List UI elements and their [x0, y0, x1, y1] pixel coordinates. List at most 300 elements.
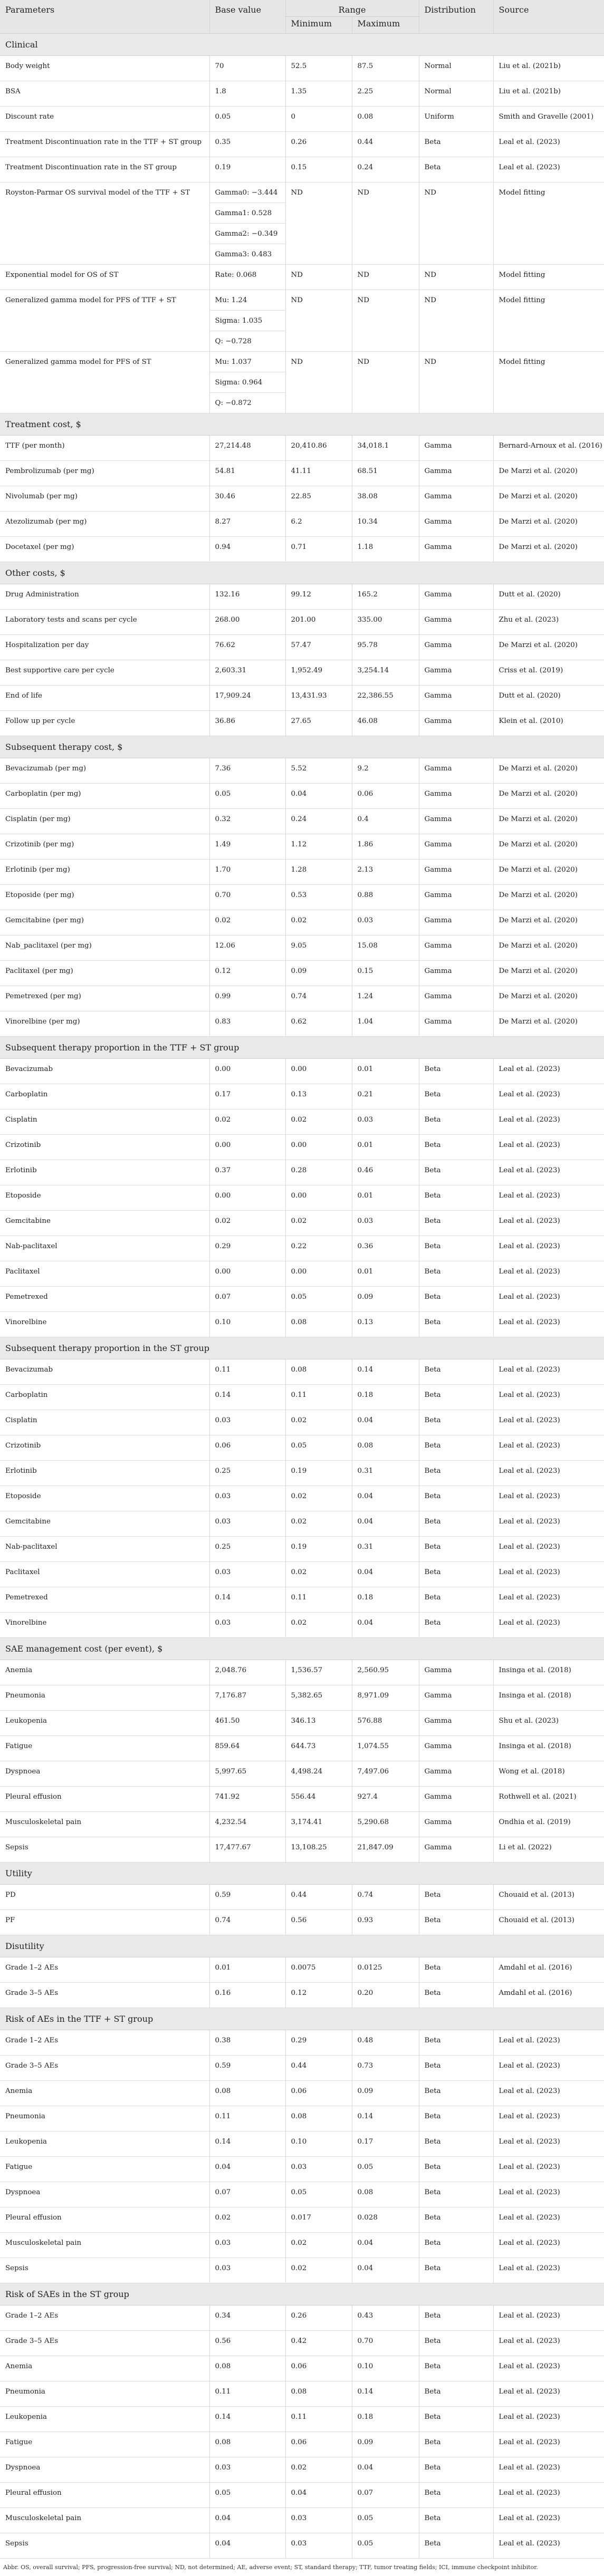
base-value-cell: 859.64 — [209, 1736, 285, 1761]
base-value-cell: 0.11 — [209, 2381, 285, 2407]
minimum-cell: 0.00 — [285, 1185, 352, 1211]
maximum-cell: 95.78 — [352, 635, 419, 660]
distribution-cell: Beta — [419, 2233, 493, 2258]
parameter-cell: Nivolumab (per mg) — [0, 486, 209, 512]
table-row — [0, 1761, 604, 1787]
minimum-cell: 0.017 — [285, 2207, 352, 2233]
base-value-line: Gamma1: 0.528 — [210, 203, 285, 224]
source-cell: Wong et al. (2018) — [493, 1761, 604, 1787]
distribution-cell: Gamma — [419, 635, 493, 660]
distribution-cell: Beta — [419, 2533, 493, 2559]
source-cell: Leal et al. (2023) — [493, 1135, 604, 1160]
parameter-cell: Grade 3–5 AEs — [0, 2331, 209, 2356]
parameter-cell: Sepsis — [0, 2533, 209, 2559]
parameter-cell: Anemia — [0, 2356, 209, 2381]
table-row — [0, 1410, 604, 1435]
parameter-cell: Dyspnoea — [0, 1761, 209, 1787]
base-value-cell: 70 — [209, 56, 285, 81]
minimum-cell: 0.00 — [285, 1135, 352, 1160]
table-row — [0, 352, 604, 413]
parameter-cell: Grade 3–5 AEs — [0, 1983, 209, 2008]
base-value-cell: 0.00 — [209, 1185, 285, 1211]
base-value-cell: 0.25 — [209, 1537, 285, 1562]
source-cell: Leal et al. (2023) — [493, 2432, 604, 2457]
col-header-distribution: Distribution — [419, 0, 493, 34]
source-cell: Leal et al. (2023) — [493, 1435, 604, 1461]
table-row — [0, 784, 604, 809]
source-cell: Shu et al. (2023) — [493, 1711, 604, 1736]
base-value-cell: 1.8 — [209, 81, 285, 107]
table-row — [0, 1736, 604, 1761]
source-cell: Leal et al. (2023) — [493, 1461, 604, 1486]
source-cell: Insinga et al. (2018) — [493, 1736, 604, 1761]
maximum-cell: ND — [352, 290, 419, 352]
base-value-cell: 0.14 — [209, 1385, 285, 1410]
maximum-cell: 0.04 — [352, 1410, 419, 1435]
source-cell: Leal et al. (2023) — [493, 1236, 604, 1261]
base-value-cell: 0.01 — [209, 1957, 285, 1983]
section-title: Utility — [0, 1863, 604, 1885]
parameter-cell: Follow up per cycle — [0, 711, 209, 736]
source-cell: De Marzi et al. (2020) — [493, 935, 604, 961]
parameter-cell: Royston-Parmar OS survival model of the TTF + ST — [0, 182, 209, 265]
base-value-cell: 0.00 — [209, 1059, 285, 1084]
base-value-cell: 0.14 — [209, 2131, 285, 2157]
distribution-cell: Beta — [419, 1537, 493, 1562]
table-row — [0, 2483, 604, 2508]
base-value-cell: 0.07 — [209, 2182, 285, 2207]
col-header-parameters: Parameters — [0, 0, 209, 34]
table-body — [0, 34, 604, 2559]
distribution-cell: Normal — [419, 81, 493, 107]
distribution-cell: Beta — [419, 2356, 493, 2381]
table-row — [0, 81, 604, 107]
distribution-cell: Beta — [419, 1885, 493, 1910]
base-value-cell: 0.04 — [209, 2533, 285, 2559]
distribution-cell: Normal — [419, 56, 493, 81]
parameter-cell: Body weight — [0, 56, 209, 81]
source-cell: Leal et al. (2023) — [493, 1185, 604, 1211]
base-value-cell: 2,603.31 — [209, 660, 285, 686]
distribution-cell: Beta — [419, 2182, 493, 2207]
minimum-cell: 1.12 — [285, 834, 352, 860]
base-value-cell: 0.08 — [209, 2356, 285, 2381]
distribution-cell: Beta — [419, 132, 493, 157]
table-row — [0, 584, 604, 610]
maximum-cell: 0.04 — [352, 2457, 419, 2483]
parameter-cell: Musculoskeletal pain — [0, 1812, 209, 1837]
parameter-cell: Sepsis — [0, 2258, 209, 2283]
maximum-cell: 1.86 — [352, 834, 419, 860]
maximum-cell: 0.07 — [352, 2483, 419, 2508]
base-value-cell: 0.03 — [209, 1613, 285, 1638]
base-value-cell: 30.46 — [209, 486, 285, 512]
table-row — [0, 107, 604, 132]
table-row — [0, 635, 604, 660]
maximum-cell: 0.04 — [352, 1486, 419, 1511]
source-cell: Dutt et al. (2020) — [493, 584, 604, 610]
table-row — [0, 758, 604, 784]
minimum-cell: 0.02 — [285, 1211, 352, 1236]
distribution-cell: Beta — [419, 1312, 493, 1337]
parameter-cell: Pleural effusion — [0, 2207, 209, 2233]
distribution-cell: Gamma — [419, 784, 493, 809]
maximum-cell: 0.15 — [352, 961, 419, 986]
section-header-row — [0, 2008, 604, 2030]
base-value-cell: 8.27 — [209, 512, 285, 537]
source-cell: Leal et al. (2023) — [493, 1059, 604, 1084]
source-cell: Bernard-Arnoux et al. (2016) — [493, 436, 604, 461]
base-value-cell: 12.06 — [209, 935, 285, 961]
table-row — [0, 1587, 604, 1613]
source-cell: Leal et al. (2023) — [493, 2457, 604, 2483]
parameter-cell: Grade 1–2 AEs — [0, 2305, 209, 2331]
base-value-cell — [209, 352, 285, 413]
minimum-cell: 0.15 — [285, 157, 352, 182]
base-value-cell: 7.36 — [209, 758, 285, 784]
source-cell: De Marzi et al. (2020) — [493, 1011, 604, 1037]
base-value-cell: 0.02 — [209, 1211, 285, 1236]
source-cell: Liu et al. (2021b) — [493, 81, 604, 107]
maximum-cell: 46.08 — [352, 711, 419, 736]
base-value-cell: 0.03 — [209, 1410, 285, 1435]
maximum-cell: 68.51 — [352, 461, 419, 486]
table-row — [0, 686, 604, 711]
distribution-cell: Beta — [419, 2258, 493, 2283]
parameter-cell: Paclitaxel (per mg) — [0, 961, 209, 986]
parameter-cell: Exponential model for OS of ST — [0, 265, 209, 290]
minimum-cell: 5,382.65 — [285, 1685, 352, 1711]
parameter-cell: Musculoskeletal pain — [0, 2508, 209, 2533]
maximum-cell: 0.08 — [352, 107, 419, 132]
parameter-cell: Pneumonia — [0, 2106, 209, 2131]
parameter-cell: Leukopenia — [0, 1711, 209, 1736]
parameter-cell: Pneumonia — [0, 1685, 209, 1711]
source-cell: Leal et al. (2023) — [493, 1486, 604, 1511]
parameter-cell: Pembrolizumab (per mg) — [0, 461, 209, 486]
parameter-cell: Gemcitabine (per mg) — [0, 910, 209, 935]
maximum-cell: 0.09 — [352, 1287, 419, 1312]
minimum-cell: 0.11 — [285, 1587, 352, 1613]
source-cell: Leal et al. (2023) — [493, 2331, 604, 2356]
distribution-cell: Gamma — [419, 860, 493, 885]
distribution-cell: Gamma — [419, 1660, 493, 1685]
base-value-line: Mu: 1.037 — [210, 352, 285, 372]
distribution-cell: Beta — [419, 1511, 493, 1537]
distribution-cell: Gamma — [419, 686, 493, 711]
table-row — [0, 512, 604, 537]
distribution-cell: Gamma — [419, 1812, 493, 1837]
base-value-cell: 0.03 — [209, 1511, 285, 1537]
maximum-cell: 0.08 — [352, 2182, 419, 2207]
distribution-cell: Gamma — [419, 711, 493, 736]
minimum-cell: 0.02 — [285, 1486, 352, 1511]
table-row — [0, 2258, 604, 2283]
parameter-cell: Grade 3–5 AEs — [0, 2056, 209, 2081]
minimum-cell: 0.02 — [285, 1613, 352, 1638]
source-cell: De Marzi et al. (2020) — [493, 910, 604, 935]
section-title: Risk of SAEs in the ST group — [0, 2283, 604, 2305]
distribution-cell: Beta — [419, 2508, 493, 2533]
base-value-cell: 0.02 — [209, 1109, 285, 1135]
distribution-cell: Beta — [419, 2305, 493, 2331]
parameter-cell: Etoposide — [0, 1486, 209, 1511]
minimum-cell: 57.47 — [285, 635, 352, 660]
parameter-cell: Cisplatin — [0, 1109, 209, 1135]
source-cell: Leal et al. (2023) — [493, 2182, 604, 2207]
parameter-cell: Vinorelbine (per mg) — [0, 1011, 209, 1037]
minimum-cell: 0.22 — [285, 1236, 352, 1261]
base-value-cell: 132.16 — [209, 584, 285, 610]
table-row — [0, 1236, 604, 1261]
base-value-cell: 461.50 — [209, 1711, 285, 1736]
source-cell: Insinga et al. (2018) — [493, 1660, 604, 1685]
parameter-cell: BSA — [0, 81, 209, 107]
maximum-cell: 2.25 — [352, 81, 419, 107]
maximum-cell: 3,254.14 — [352, 660, 419, 686]
base-value-line: Gamma2: −0.349 — [210, 224, 285, 244]
maximum-cell: 0.028 — [352, 2207, 419, 2233]
parameter-cell: Nab_paclitaxel (per mg) — [0, 935, 209, 961]
table-row — [0, 1711, 604, 1736]
table-row — [0, 1059, 604, 1084]
col-header-base-value: Base value — [209, 0, 285, 34]
source-cell: Chouaid et al. (2013) — [493, 1885, 604, 1910]
distribution-cell: ND — [419, 182, 493, 265]
source-cell: Leal et al. (2023) — [493, 1613, 604, 1638]
minimum-cell: 0.02 — [285, 1410, 352, 1435]
source-cell: Insinga et al. (2018) — [493, 1685, 604, 1711]
minimum-cell: 27.65 — [285, 711, 352, 736]
table-row — [0, 1537, 604, 1562]
maximum-cell: 0.04 — [352, 2258, 419, 2283]
base-value-cell: 0.03 — [209, 2258, 285, 2283]
parameter-cell: Pleural effusion — [0, 2483, 209, 2508]
minimum-cell: 1,536.57 — [285, 1660, 352, 1685]
source-cell: Leal et al. (2023) — [493, 1562, 604, 1587]
parameter-cell: Cisplatin — [0, 1410, 209, 1435]
minimum-cell: 41.11 — [285, 461, 352, 486]
table-row — [0, 2508, 604, 2533]
distribution-cell: Beta — [419, 2157, 493, 2182]
parameter-cell: Carboplatin (per mg) — [0, 784, 209, 809]
source-cell: Amdahl et al. (2016) — [493, 1983, 604, 2008]
source-cell: De Marzi et al. (2020) — [493, 860, 604, 885]
section-title: Subsequent therapy proportion in the ST group — [0, 1337, 604, 1359]
parameter-cell: Erlotinib — [0, 1160, 209, 1185]
base-value-cell: 5,997.65 — [209, 1761, 285, 1787]
distribution-cell: Beta — [419, 1435, 493, 1461]
parameter-cell: Discount rate — [0, 107, 209, 132]
parameter-cell: End of life — [0, 686, 209, 711]
maximum-cell: 0.74 — [352, 1885, 419, 1910]
table-row — [0, 2457, 604, 2483]
distribution-cell: Gamma — [419, 809, 493, 834]
parameter-cell: Dyspnoea — [0, 2182, 209, 2207]
maximum-cell: 0.05 — [352, 2157, 419, 2182]
maximum-cell: 0.4 — [352, 809, 419, 834]
distribution-cell: Beta — [419, 1410, 493, 1435]
table-row — [0, 2533, 604, 2559]
base-value-cell: 7,176.87 — [209, 1685, 285, 1711]
parameter-cell: Dyspnoea — [0, 2457, 209, 2483]
distribution-cell: Uniform — [419, 107, 493, 132]
distribution-cell: Beta — [419, 1486, 493, 1511]
source-cell: Model fitting — [493, 290, 604, 352]
table-row — [0, 860, 604, 885]
source-cell: Smith and Gravelle (2001) — [493, 107, 604, 132]
minimum-cell: 0.74 — [285, 986, 352, 1011]
maximum-cell: 1.24 — [352, 986, 419, 1011]
maximum-cell: 22,386.55 — [352, 686, 419, 711]
base-value-cell: 0.14 — [209, 2407, 285, 2432]
maximum-cell: 34,018.1 — [352, 436, 419, 461]
maximum-cell: 0.17 — [352, 2131, 419, 2157]
maximum-cell: 0.05 — [352, 2533, 419, 2559]
parameter-cell: PF — [0, 1910, 209, 1935]
distribution-cell: Gamma — [419, 1736, 493, 1761]
maximum-cell: 0.44 — [352, 132, 419, 157]
section-header-row — [0, 1638, 604, 1660]
base-value-cell: 36.86 — [209, 711, 285, 736]
base-value-cell: 0.11 — [209, 1359, 285, 1385]
distribution-cell: Beta — [419, 1059, 493, 1084]
base-value-line: Sigma: 0.964 — [210, 372, 285, 393]
source-cell: De Marzi et al. (2020) — [493, 486, 604, 512]
parameter-cell: Docetaxel (per mg) — [0, 537, 209, 562]
col-header-maximum: Maximum — [352, 17, 419, 34]
parameter-cell: PD — [0, 1885, 209, 1910]
source-cell: Leal et al. (2023) — [493, 1587, 604, 1613]
minimum-cell: 1.28 — [285, 860, 352, 885]
distribution-cell: Beta — [419, 1385, 493, 1410]
base-value-cell: 0.06 — [209, 1435, 285, 1461]
maximum-cell: 21,847.09 — [352, 1837, 419, 1863]
maximum-cell: 0.70 — [352, 2331, 419, 2356]
source-cell: Leal et al. (2023) — [493, 1385, 604, 1410]
table-row — [0, 2356, 604, 2381]
parameter-cell: Treatment Discontinuation rate in the ST group — [0, 157, 209, 182]
maximum-cell: 0.88 — [352, 885, 419, 910]
table-row — [0, 1910, 604, 1935]
table-header — [0, 0, 604, 34]
parameter-cell: Crizotinib — [0, 1435, 209, 1461]
distribution-cell: Beta — [419, 1562, 493, 1587]
base-value-cell: 0.34 — [209, 2305, 285, 2331]
distribution-cell: Beta — [419, 1109, 493, 1135]
section-header-row — [0, 562, 604, 584]
base-value-cell: 0.12 — [209, 961, 285, 986]
source-cell: Criss et al. (2019) — [493, 660, 604, 686]
base-value-cell: 0.74 — [209, 1910, 285, 1935]
minimum-cell: 9.05 — [285, 935, 352, 961]
table-row — [0, 486, 604, 512]
source-cell: Leal et al. (2023) — [493, 1537, 604, 1562]
maximum-cell: 0.14 — [352, 1359, 419, 1385]
source-cell: Zhu et al. (2023) — [493, 610, 604, 635]
minimum-cell: 0.19 — [285, 1461, 352, 1486]
distribution-cell: Beta — [419, 1287, 493, 1312]
maximum-cell: 0.31 — [352, 1461, 419, 1486]
distribution-cell: Gamma — [419, 486, 493, 512]
parameter-cell: Pemetrexed (per mg) — [0, 986, 209, 1011]
maximum-cell: 0.21 — [352, 1084, 419, 1109]
source-cell: Leal et al. (2023) — [493, 2533, 604, 2559]
maximum-cell: 0.03 — [352, 910, 419, 935]
section-header-row — [0, 2283, 604, 2305]
base-value-cell: 0.19 — [209, 157, 285, 182]
base-value-line: Sigma: 1.035 — [210, 311, 285, 331]
minimum-cell: 0.0075 — [285, 1957, 352, 1983]
maximum-cell: 5,290.68 — [352, 1812, 419, 1837]
maximum-cell: 0.03 — [352, 1211, 419, 1236]
minimum-cell: 0.04 — [285, 784, 352, 809]
distribution-cell: ND — [419, 290, 493, 352]
section-title: Subsequent therapy cost, $ — [0, 736, 604, 758]
minimum-cell: ND — [285, 290, 352, 352]
maximum-cell: 0.73 — [352, 2056, 419, 2081]
maximum-cell: 0.18 — [352, 1385, 419, 1410]
minimum-cell: 0.02 — [285, 1109, 352, 1135]
distribution-cell: Beta — [419, 2106, 493, 2131]
table-row — [0, 537, 604, 562]
distribution-cell: Beta — [419, 1983, 493, 2008]
distribution-cell: Beta — [419, 2407, 493, 2432]
base-value-cell: 1.70 — [209, 860, 285, 885]
source-cell: Leal et al. (2023) — [493, 2056, 604, 2081]
distribution-cell: Gamma — [419, 910, 493, 935]
source-cell: Leal et al. (2023) — [493, 1287, 604, 1312]
base-value-cell — [209, 182, 285, 265]
table-row — [0, 2056, 604, 2081]
base-value-cell: 0.99 — [209, 986, 285, 1011]
parameter-cell: Sepsis — [0, 1837, 209, 1863]
minimum-cell: 0.71 — [285, 537, 352, 562]
distribution-cell: Gamma — [419, 758, 493, 784]
base-value-cell: 0.59 — [209, 1885, 285, 1910]
section-header-row — [0, 1337, 604, 1359]
table-row — [0, 986, 604, 1011]
maximum-cell: 0.05 — [352, 2508, 419, 2533]
table-row — [0, 436, 604, 461]
maximum-cell: 1.18 — [352, 537, 419, 562]
maximum-cell: 0.01 — [352, 1135, 419, 1160]
parameter-cell: Best supportive care per cycle — [0, 660, 209, 686]
minimum-cell: 0.42 — [285, 2331, 352, 2356]
source-cell: Ondhia et al. (2019) — [493, 1812, 604, 1837]
source-cell: Leal et al. (2023) — [493, 2305, 604, 2331]
distribution-cell: Gamma — [419, 834, 493, 860]
maximum-cell: 0.04 — [352, 2233, 419, 2258]
parameter-cell: Vinorelbine — [0, 1613, 209, 1638]
parameter-cell: Carboplatin — [0, 1385, 209, 1410]
base-value-cell: 0.83 — [209, 1011, 285, 1037]
source-cell: Chouaid et al. (2013) — [493, 1910, 604, 1935]
source-cell: De Marzi et al. (2020) — [493, 834, 604, 860]
section-header-row — [0, 1935, 604, 1957]
maximum-cell: 0.46 — [352, 1160, 419, 1185]
minimum-cell: 644.73 — [285, 1736, 352, 1761]
maximum-cell: 7,497.06 — [352, 1761, 419, 1787]
base-value-cell: 0.03 — [209, 2457, 285, 2483]
source-cell: De Marzi et al. (2020) — [493, 961, 604, 986]
minimum-cell: 5.52 — [285, 758, 352, 784]
parameter-cell: Fatigue — [0, 2432, 209, 2457]
maximum-cell: 0.06 — [352, 784, 419, 809]
maximum-cell: 2,560.95 — [352, 1660, 419, 1685]
section-title: Clinical — [0, 34, 604, 56]
section-header-row — [0, 1037, 604, 1059]
